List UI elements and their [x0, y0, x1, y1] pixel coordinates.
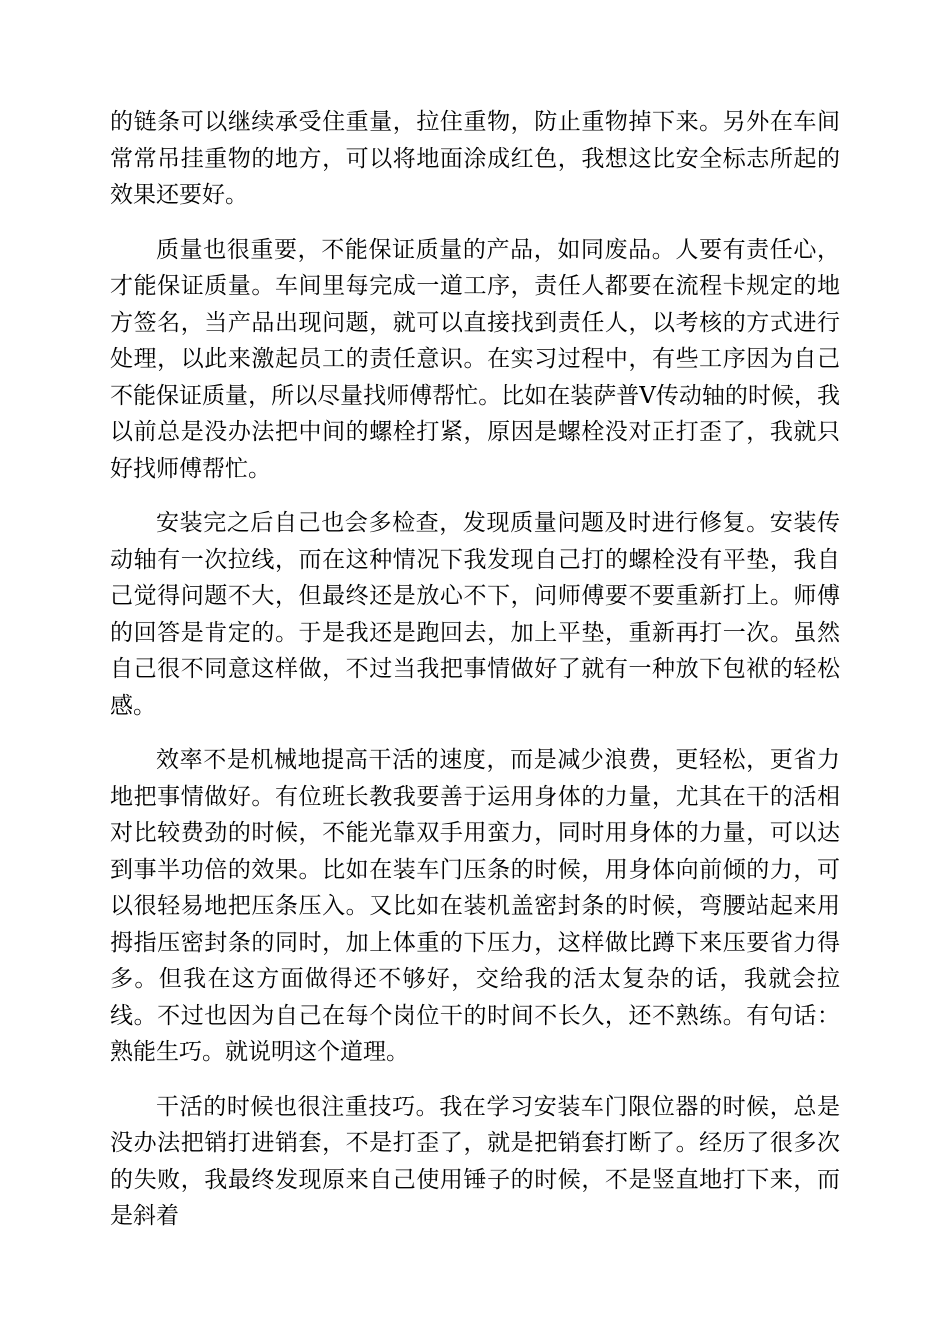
paragraph-4: 效率不是机械地提高干活的速度，而是减少浪费，更轻松，更省力地把事情做好。有位班长教我要善于运用身体的力量，尤其在干的活相对比较费劲的时候，不能光靠双手用蛮力，同时用身体的力量，可以达到事半功倍的效果。比如在装车门压条的时候，用身体向前倾的力，可以很轻易地把压条压入。又比如在装机盖密封条的时候，弯腰站起来用拇指压密封条的同时，加上体重的下压力，这样做比蹲下来压要省力得多。但我在这方面做得还不够好，交给我的活太复杂的话，我就会拉线。不过也因为自己在每个岗位干的时间不长久，还不熟练。有句话：熟能生巧。就说明这个道理。 [110, 747, 840, 1065]
paragraph-5: 干活的时候也很注重技巧。我在学习安装车门限位器的时候，总是没办法把销打进销套，不是打歪了，就是把销套打断了。经历了很多次的失败，我最终发现原来自己使用锤子的时候，不是竖直地打下来，而是斜着 [110, 1093, 840, 1229]
paragraph-3: 安装完之后自己也会多检查，发现质量问题及时进行修复。安装传动轴有一次拉线，而在这种情况下我发现自己打的螺栓没有平垫，我自己觉得问题不大，但最终还是放心不下，问师傅要不要重新打上。师傅的回答是肯定的。于是我还是跑回去，加上平垫，重新再打一次。虽然自己很不同意这样做，不过当我把事情做好了就有一种放下包袱的轻松感。 [110, 510, 840, 719]
paragraph-2: 质量也很重要，不能保证质量的产品，如同废品。人要有责任心，才能保证质量。车间里每完成一道工序，责任人都要在流程卡规定的地方签名，当产品出现问题，就可以直接找到责任人，以考核的方式进行处理，以此来激起员工的责任意识。在实习过程中，有些工序因为自己不能保证质量，所以尽量找师傅帮忙。比如在装萨普Ⅴ传动轴的时候，我以前总是没办法把中间的螺栓打紧，原因是螺栓没对正打歪了，我就只好找师傅帮忙。 [110, 236, 840, 482]
paragraph-1: 的链条可以继续承受住重量，拉住重物，防止重物掉下来。另外在车间常常吊挂重物的地方，可以将地面涂成红色，我想这比安全标志所起的效果还要好。 [110, 109, 840, 208]
document-body [110, 104, 840, 1253]
